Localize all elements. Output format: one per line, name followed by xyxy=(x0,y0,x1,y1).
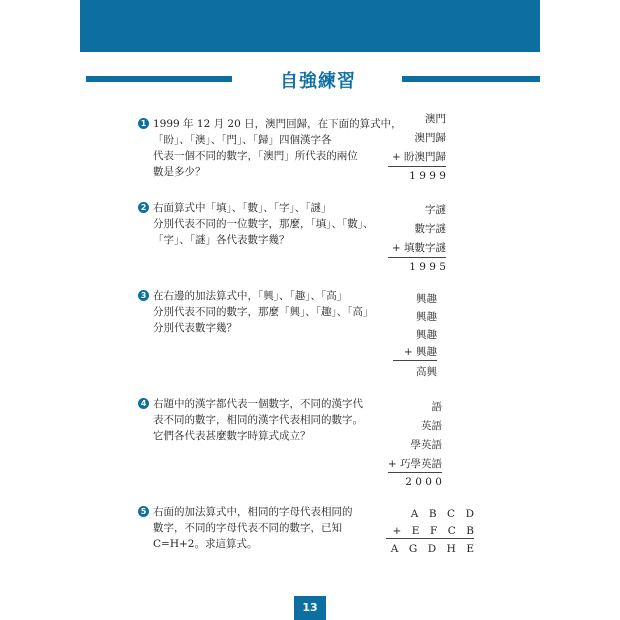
arith-row: 字謎 xyxy=(425,204,446,216)
problem-text-line: C=H+2。求這算式。 xyxy=(153,538,258,550)
arith-sum: 2 0 0 0 xyxy=(405,476,442,488)
arith-sum: A G D H E xyxy=(390,543,474,555)
problem-text-line: 在右邊的加法算式中，「興」、「趣」、「高」 xyxy=(153,290,348,302)
arith-row: + 盼澳門歸 xyxy=(391,151,446,163)
arithmetic-3 xyxy=(385,288,437,380)
arith-sum: 高興 xyxy=(416,366,437,378)
arith-row: 澳門 xyxy=(425,113,446,125)
problem-text-line: 分別代表不同的數字，那麼「興」、「趣」、「高」 xyxy=(153,306,374,318)
problem-text-line: 數是多少？ xyxy=(153,166,206,178)
arithmetic-5 xyxy=(384,503,474,555)
problem-text-line: 它們各代表甚麼數字時算式成立？ xyxy=(153,430,311,442)
page-title: 自強練習 xyxy=(280,71,356,92)
title-rule-right xyxy=(402,76,540,82)
problem-number-badge: 4 xyxy=(138,398,149,409)
arith-row: A B C D xyxy=(410,508,474,520)
title-rule-left xyxy=(86,76,232,82)
problem-text-line: 右題中的漢字都代表一個數字，不同的漢字代 xyxy=(153,398,363,410)
problem-text-line: 「盼」、「澳」、「門」、「歸」四個漢字各 xyxy=(153,134,332,146)
arith-row: 數字謎 xyxy=(414,223,446,235)
arith-row: 興趣 xyxy=(416,293,437,305)
problem-text-line: 分別代表數字幾？ xyxy=(153,322,237,334)
header-band xyxy=(80,0,540,52)
problem-number-badge: 3 xyxy=(138,290,149,301)
problem-3 xyxy=(138,288,374,336)
arith-sum: 1 9 9 5 xyxy=(409,261,446,273)
title-row xyxy=(0,68,620,90)
problem-number-badge: 2 xyxy=(138,202,149,213)
problem-4 xyxy=(138,396,374,444)
arith-row: + 巧學英語 xyxy=(387,458,442,470)
arithmetic-1 xyxy=(380,108,446,184)
sum-rule xyxy=(393,360,437,361)
problem-text-line: 表不同的數字，相同的漢字代表相同的數字。 xyxy=(153,414,363,426)
problem-text-line: 代表一個不同的數字，「澳門」所代表的兩位 xyxy=(153,150,358,162)
arithmetic-4 xyxy=(380,396,442,492)
problem-5 xyxy=(138,504,374,552)
page-number: 13 xyxy=(294,596,326,620)
problem-2 xyxy=(138,200,374,248)
problem-number-badge: 1 xyxy=(138,118,149,129)
arith-row: 澳門歸 xyxy=(414,132,446,144)
sum-rule xyxy=(388,257,446,258)
arith-row: 學英語 xyxy=(410,439,442,451)
problem-number-badge: 5 xyxy=(138,506,149,517)
problem-text-line: 1999 年 12 月 20 日，澳門回歸，在下面的算式中， xyxy=(153,118,402,130)
sum-rule xyxy=(386,538,474,539)
arith-row: + E F C B xyxy=(392,525,474,537)
arith-row: + 填數字謎 xyxy=(391,242,446,254)
problem-text-line: 右面的加法算式中，相同的字母代表相同的 xyxy=(153,506,353,518)
problem-text-line: 右面算式中「填」、「數」、「字」、「謎」 xyxy=(153,202,332,214)
problem-text-line: 數字，不同的字母代表不同的數字，已知 xyxy=(153,522,342,534)
arith-row: 興趣 xyxy=(416,329,437,341)
problem-1 xyxy=(138,116,402,180)
arith-row: + 興趣 xyxy=(403,346,437,358)
arith-row: 興趣 xyxy=(416,311,437,323)
arith-sum: 1 9 9 9 xyxy=(409,170,446,182)
arith-row: 英語 xyxy=(421,420,442,432)
sum-rule xyxy=(388,166,446,167)
problem-text-line: 分別代表不同的一位數字，那麼，「填」、「數」、 xyxy=(153,218,374,230)
arithmetic-2 xyxy=(380,199,446,275)
problem-text-line: 「字」、「謎」各代表數字幾？ xyxy=(153,234,290,246)
sum-rule xyxy=(388,472,442,473)
arith-row: 語 xyxy=(431,401,442,413)
